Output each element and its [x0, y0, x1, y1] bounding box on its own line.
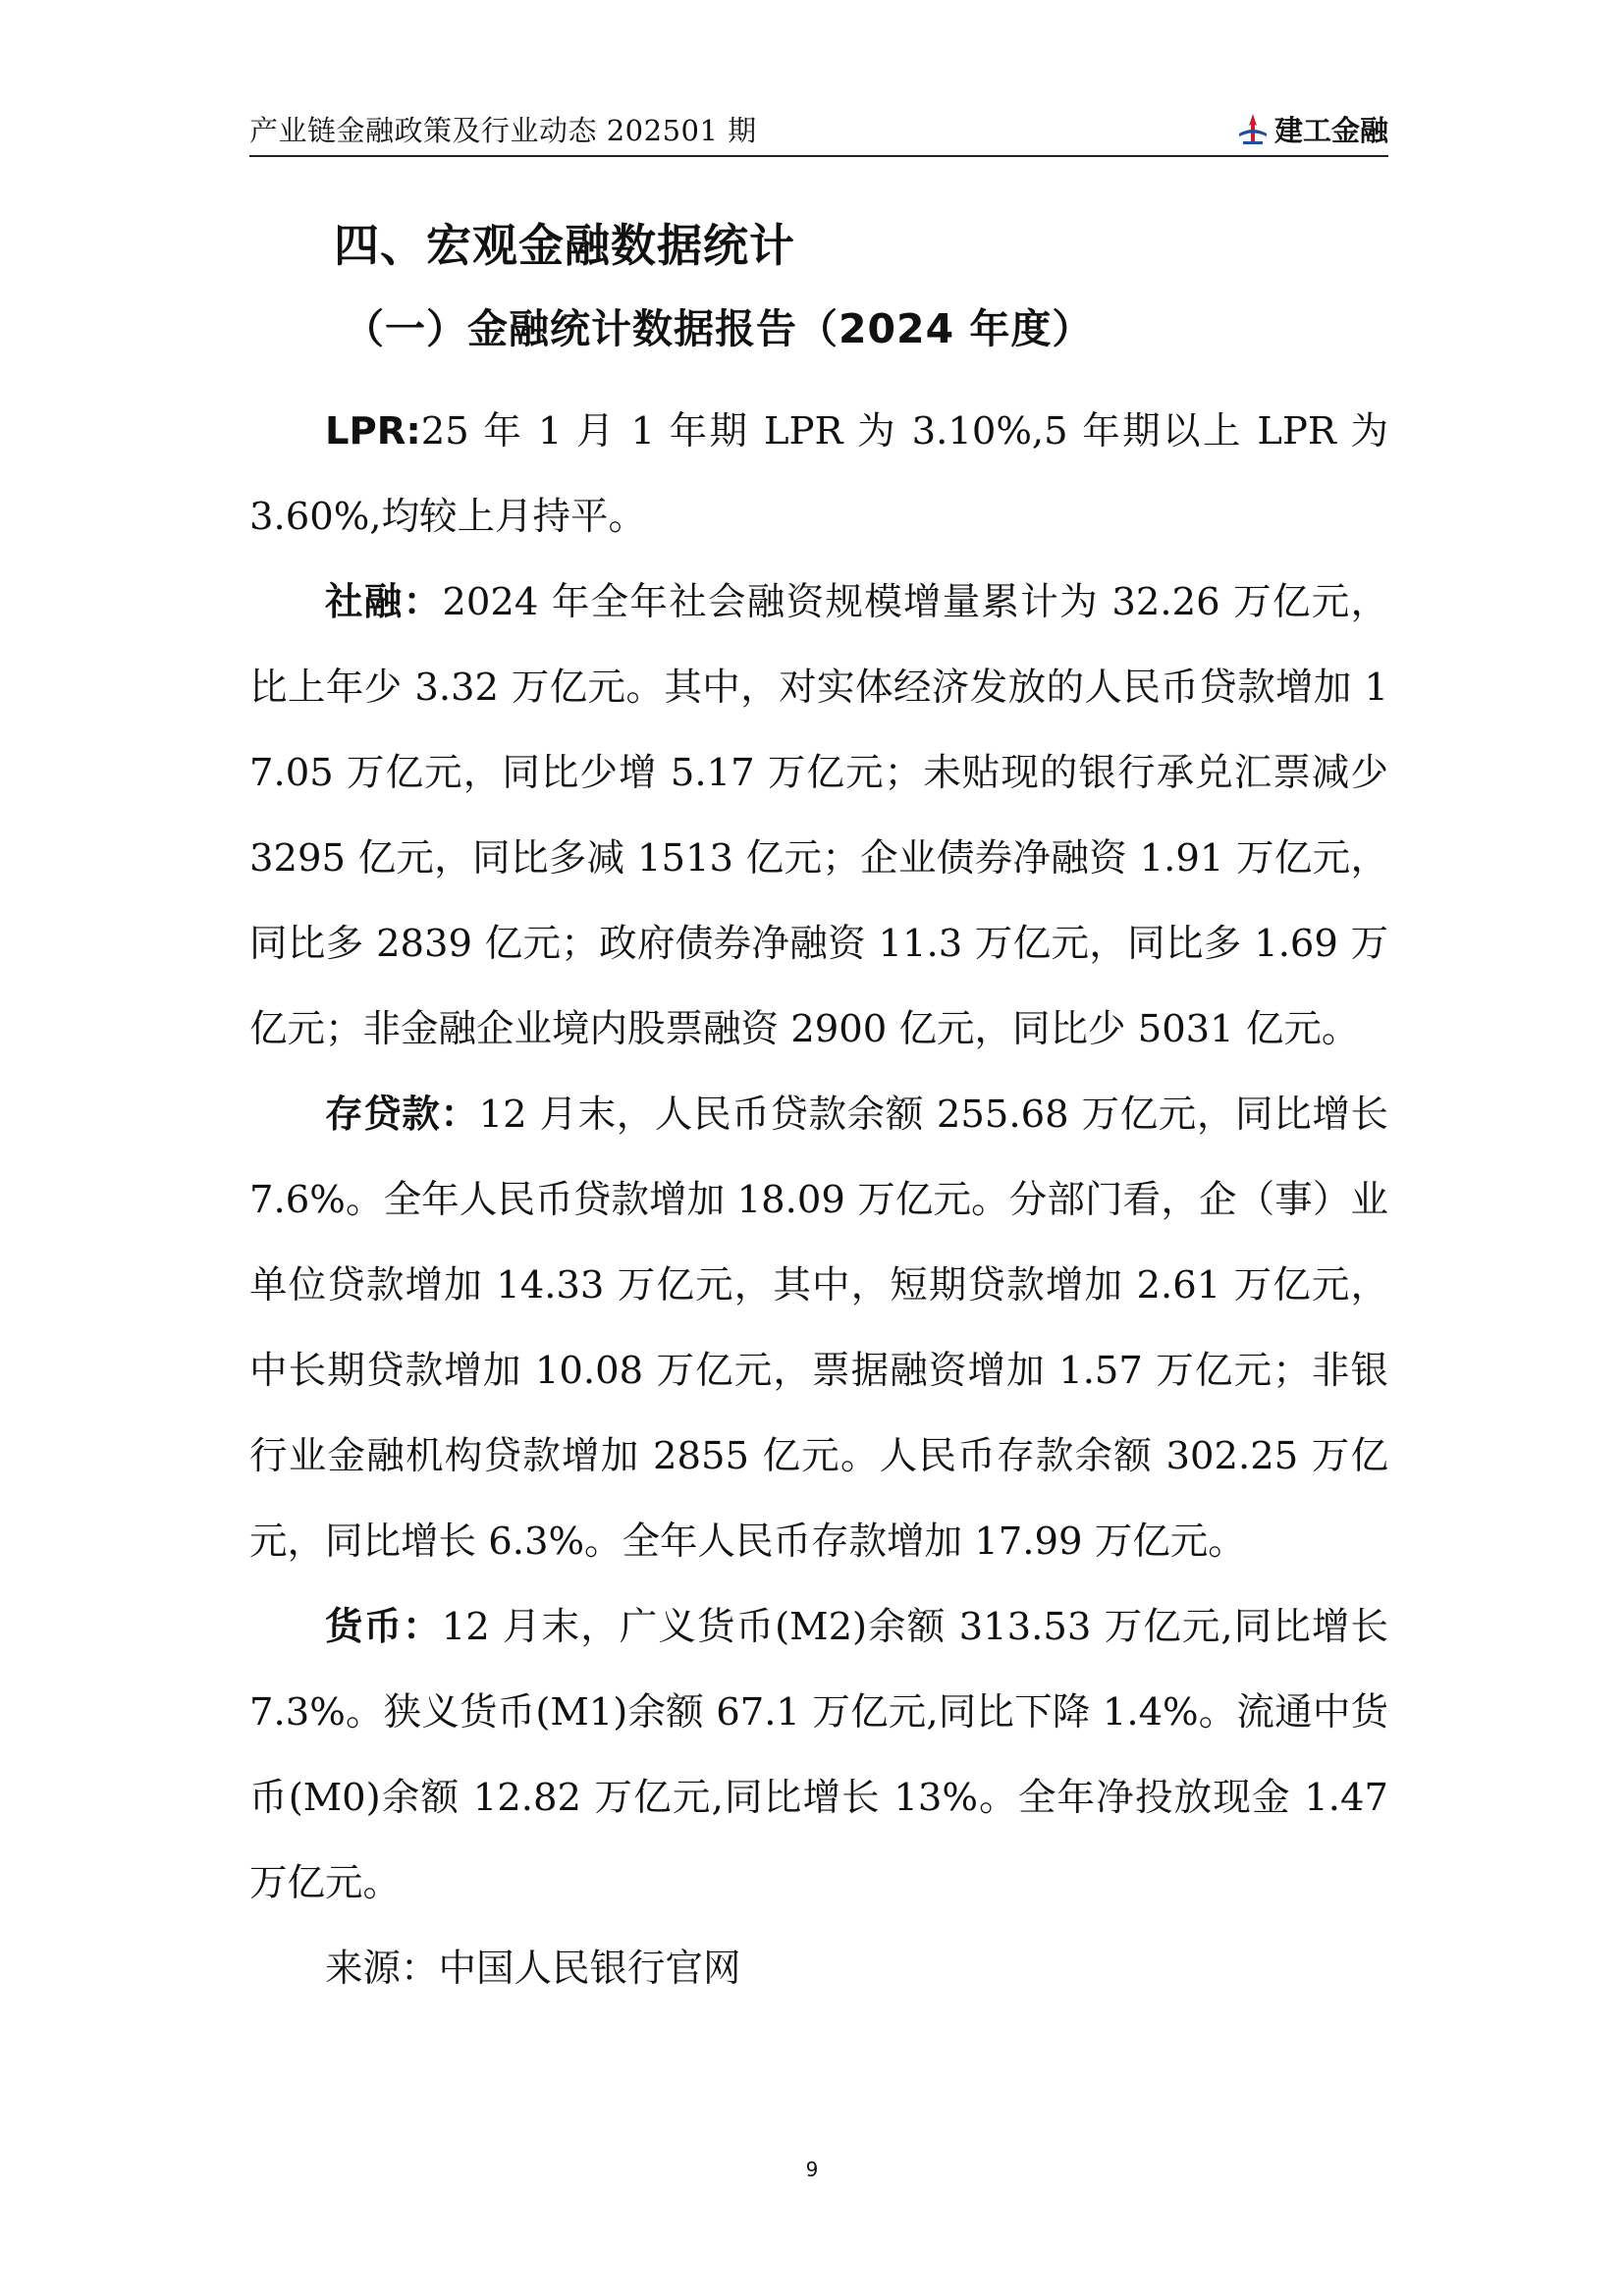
paragraph-social-financing	[249, 560, 1388, 1072]
section-title: 四、宏观金融数据统计	[334, 219, 795, 272]
paragraph-text: 25 年 1 月 1 年期 LPR 为 3.10%,5 年期以上 LPR 为 3.60%,均较上月持平。	[249, 409, 1388, 539]
brand-logo-icon	[1235, 112, 1271, 147]
publication-title: 产业链金融政策及行业动态 202501 期	[249, 114, 757, 147]
paragraph-label: 存贷款：	[325, 1093, 479, 1137]
paragraph-lpr	[249, 389, 1388, 560]
page-header	[249, 106, 1388, 157]
paragraph-text: 2024 年全年社会融资规模增量累计为 32.26 万亿元，比上年少 3.32 万亿元。其中，对实体经济发放的人民币贷款增加 17.05 万亿元，同比少增 5.17 万亿元；未贴现的银行承兑汇票减少 3295 亿元，同比多减 1513 亿元；企业债券净融资 1.91 万亿元，同比多 2839 亿元；政府债券净融资 11.3 万亿元，同比多 1.69 万亿元；非金融企业境内股票融资 2900 亿元，同比少 5031 亿元。	[249, 580, 1388, 1051]
paragraph-label: 社融：	[325, 580, 443, 624]
page-number: 9	[805, 2158, 819, 2181]
source-note: 来源：中国人民银行官网	[325, 1947, 741, 1991]
subsection-title: （一）金融统计数据报告（2024 年度）	[344, 305, 1094, 352]
paragraph-money-supply	[249, 1584, 1388, 1926]
paragraph-label: 货币：	[325, 1605, 442, 1649]
brand-name: 建工金融	[1273, 114, 1388, 147]
paragraph-text: 12 月末，广义货币(M2)余额 313.53 万亿元,同比增长 7.3%。狭义货币(M1)余额 67.1 万亿元,同比下降 1.4%。流通中货币(M0)余额 12.82 万亿元,同比增长 13%。全年净投放现金 1.47 万亿元。	[249, 1605, 1388, 1905]
report-body	[249, 389, 1388, 2011]
paragraph-deposits-loans	[249, 1072, 1388, 1584]
brand-logo	[1235, 109, 1388, 149]
paragraph-label: LPR:	[325, 409, 421, 454]
paragraph-text: 12 月末，人民币贷款余额 255.68 万亿元，同比增长 7.6%。全年人民币贷款增加 18.09 万亿元。分部门看，企（事）业单位贷款增加 14.33 万亿元，其中，短期贷款增加 2.61 万亿元，中长期贷款增加 10.08 万亿元，票据融资增加 1.57 万亿元；非银行业金融机构贷款增加 2855 亿元。人民币存款余额 302.25 万亿元，同比增长 6.3%。全年人民币存款增加 17.99 万亿元。	[249, 1093, 1388, 1564]
